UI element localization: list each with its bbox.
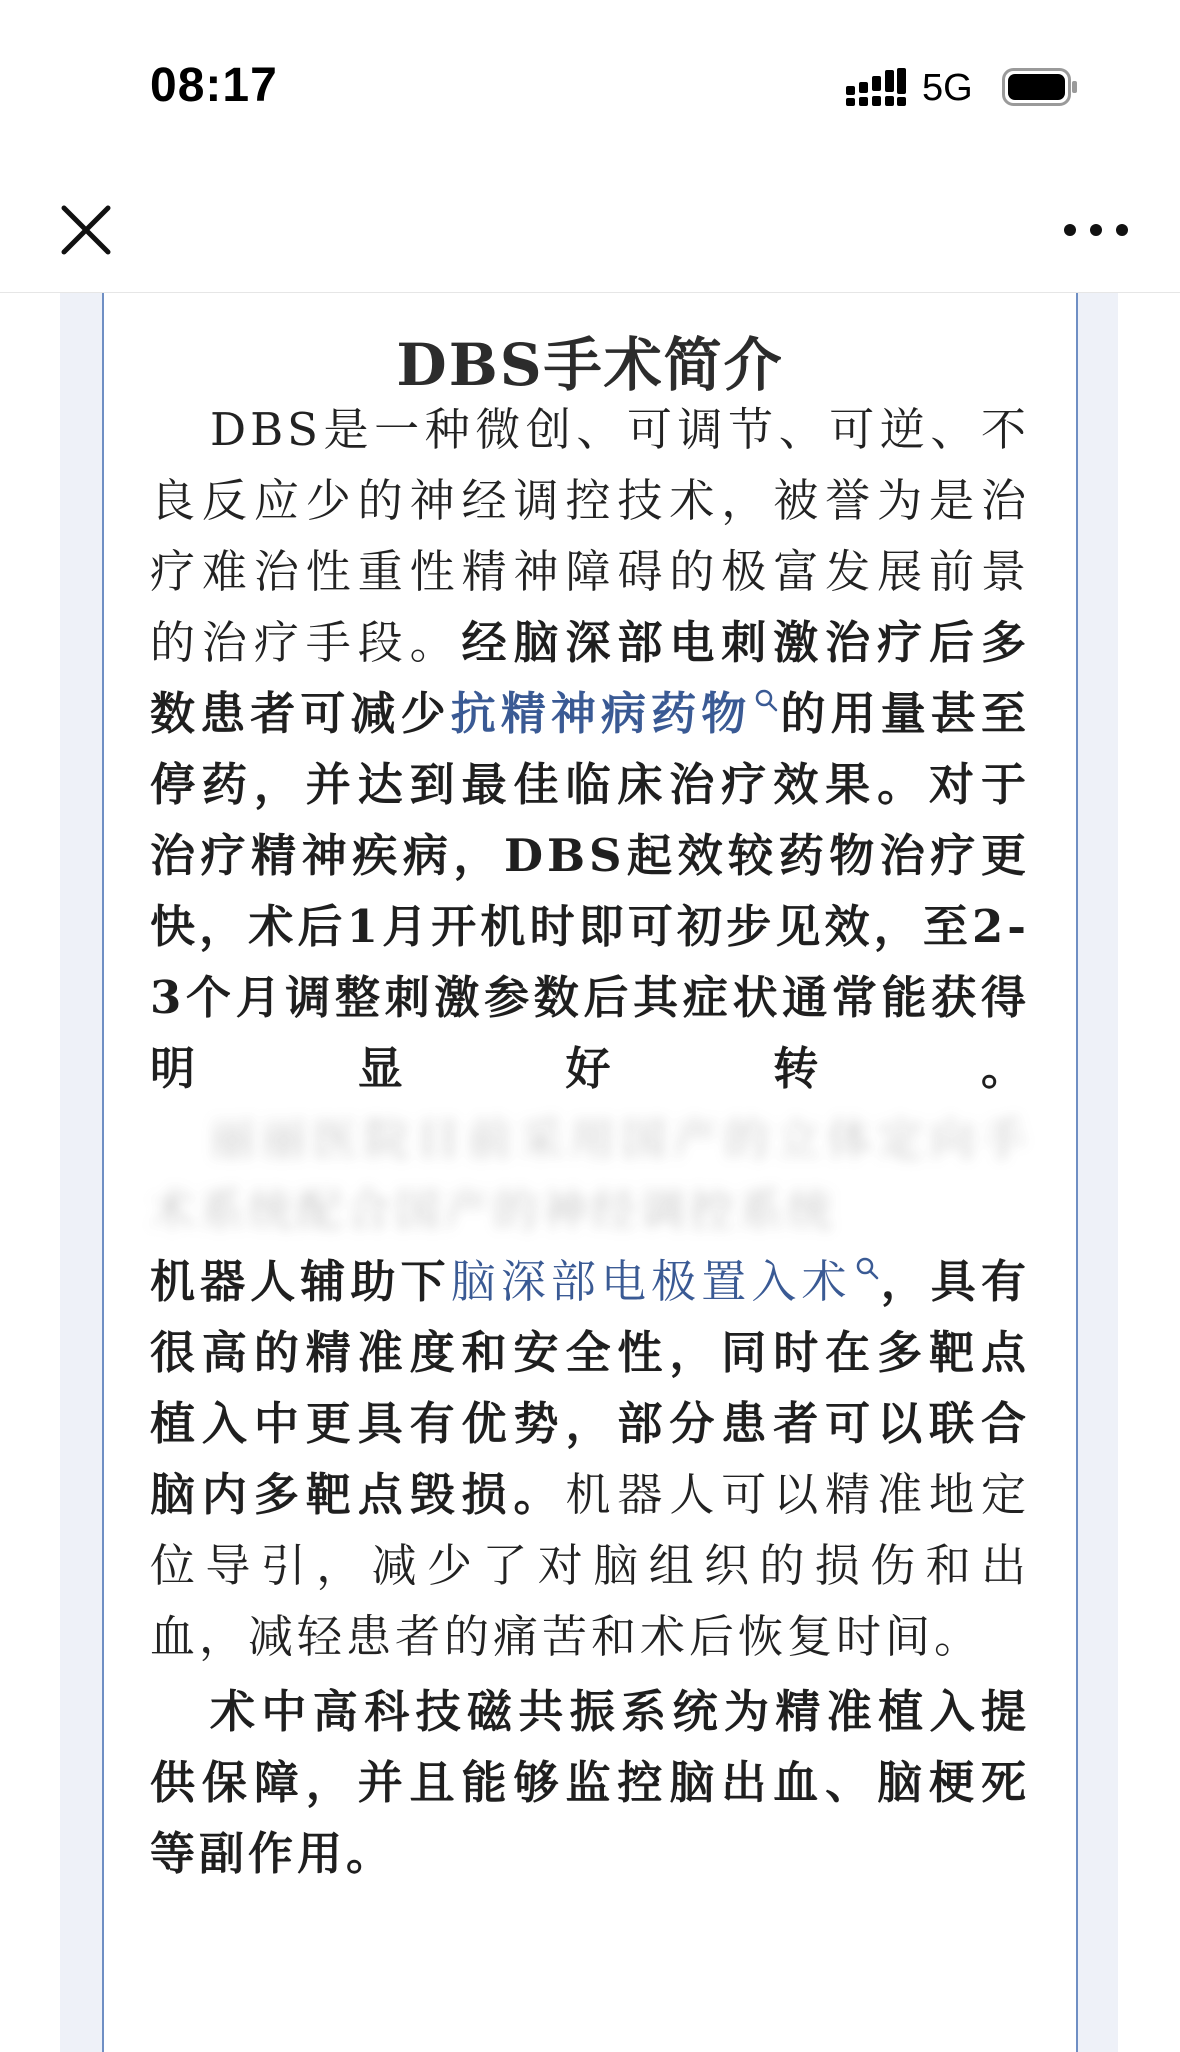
page-margin-left [60,293,102,2052]
paragraph-text: 机器人可以精准地定位导引，减少了对脑组织的损伤和出血，减轻患者的痛苦和术后恢复时间。 [150,1468,1030,1663]
paragraph-bold-text: 经脑深部电刺激治疗后多数患者可减少 [150,616,1030,740]
search-icon[interactable] [854,1255,880,1281]
article-body [150,394,1030,1893]
paragraph-bold-text: ，具有很高的精准度和安全性，同时在多靶点植入中更具有优势，部分患者可以联合脑内多靶点毁损。 [150,1255,1030,1521]
network-type: 5G [922,67,973,109]
status-bar [0,0,1180,180]
search-icon[interactable] [753,687,779,713]
page-margin-right [1076,293,1118,2052]
paragraph-text: DBS是一种微创、可调节、可逆、不良反应少的神经调控技术，被誉为是治疗难治性重性精神障碍的极富发展前景的治疗手段。 [150,403,1030,669]
deep-brain-electrode-link[interactable] [451,1255,880,1308]
battery-full-icon [1002,68,1078,106]
paragraph-bold-text: 机器人辅助下 [150,1255,451,1308]
antipsychotic-drugs-link[interactable] [451,687,780,740]
article-title: DBS手术简介 [396,331,784,399]
link-label[interactable]: 脑深部电极置入术 [450,1255,852,1308]
cellular-signal-icon [846,68,906,106]
nav-bar [0,180,1180,293]
paragraph-bold-text: 的用量甚至停药，并达到最佳临床治疗效果。对于治疗精神疾病，DBS起效较药物治疗更快，术后1月开机时即可初步见效，至2-3个月调整刺激参数后其症状通常能获得明显好转。 [150,687,1030,1095]
article-paragraph-1 [150,394,1030,1672]
link-label[interactable]: 抗精神病药物 [450,687,752,740]
article-paragraph-2: 术中高科技磁共振系统为精准植入提供保障，并且能够监控脑出血、脑梗死等副作用。 [150,1685,1030,1880]
more-horizontal-icon[interactable] [1060,202,1132,258]
status-time: 08:17 [150,59,278,112]
close-icon[interactable] [54,198,118,262]
blurred-text: 丽丽医院目前采用国产的立体定向手术系统配合国产的神经调控系统 [150,1113,1030,1237]
